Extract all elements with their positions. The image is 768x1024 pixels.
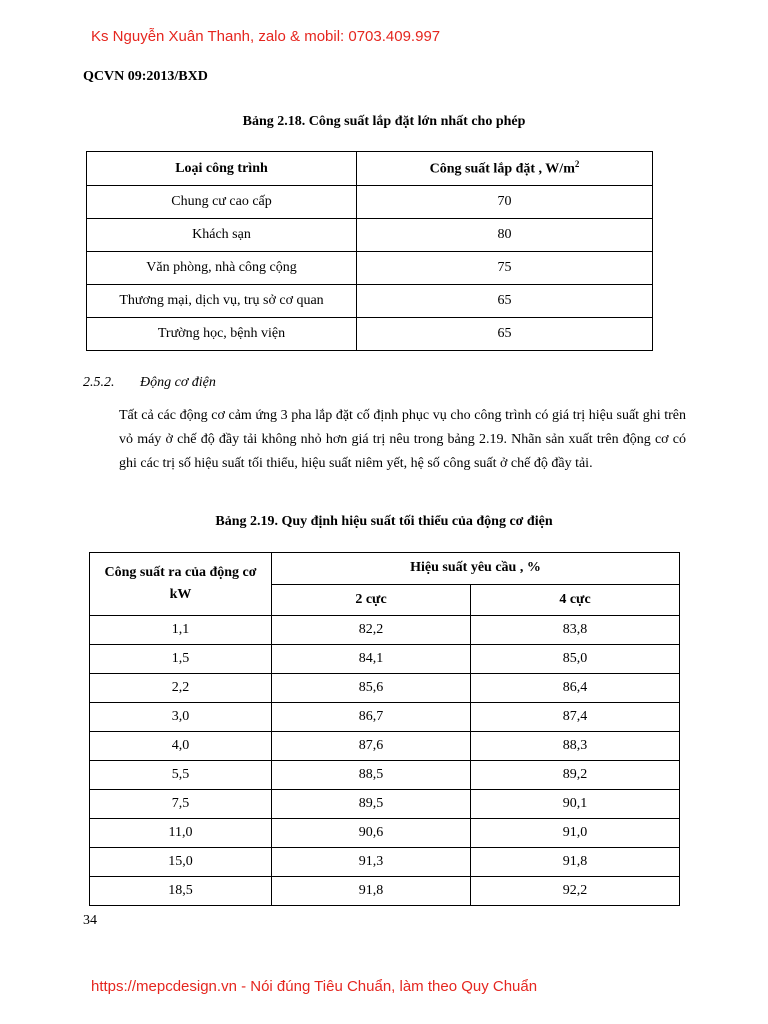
table-row	[90, 616, 680, 645]
page-number: 34	[83, 913, 97, 928]
table-cell: 88,3	[471, 732, 680, 761]
header-2-pole: 2 cực	[272, 584, 471, 616]
footer-website-note: https://mepcdesign.vn - Nói đúng Tiêu Chuẩn, làm theo Quy Chuẩn	[91, 978, 538, 995]
table-row	[90, 761, 680, 790]
table-cell: 82,2	[272, 616, 471, 645]
table-cell: 1,1	[90, 616, 272, 645]
table-cell: Chung cư cao cấp	[87, 186, 357, 219]
table-cell: 91,8	[471, 848, 680, 877]
table-row	[90, 848, 680, 877]
table-cell: 91,3	[272, 848, 471, 877]
table-row	[87, 318, 653, 351]
table-cell: 90,1	[471, 790, 680, 819]
table-row	[90, 645, 680, 674]
header-building-type: Loại công trình	[87, 152, 357, 186]
table-cell: 92,2	[471, 877, 680, 906]
table-cell: Khách sạn	[87, 219, 357, 252]
table-cell: Trường học, bệnh viện	[87, 318, 357, 351]
section-title: Động cơ điện	[140, 375, 216, 390]
table-2-19	[89, 552, 680, 906]
table-row	[87, 186, 653, 219]
table-2-19-caption: Bảng 2.19. Quy định hiệu suất tối thiểu của động cơ điện	[215, 514, 553, 529]
table-row	[90, 703, 680, 732]
table-cell: 80	[357, 219, 653, 252]
table-2-18	[86, 151, 653, 351]
table-row	[90, 790, 680, 819]
table-cell: 2,2	[90, 674, 272, 703]
table-cell: 88,5	[272, 761, 471, 790]
table-cell: 86,4	[471, 674, 680, 703]
table-cell: 89,5	[272, 790, 471, 819]
header-4-pole: 4 cực	[471, 584, 680, 616]
table-cell: 65	[357, 318, 653, 351]
table-cell: 87,4	[471, 703, 680, 732]
table-row	[90, 819, 680, 848]
table-row	[87, 252, 653, 285]
table-cell: 7,5	[90, 790, 272, 819]
table-cell: 85,6	[272, 674, 471, 703]
table-cell: 89,2	[471, 761, 680, 790]
table-cell: 11,0	[90, 819, 272, 848]
table-cell: 15,0	[90, 848, 272, 877]
table-cell: 75	[357, 252, 653, 285]
header-required-efficiency: Hiệu suất yêu cầu , %	[272, 553, 680, 585]
table-cell: 65	[357, 285, 653, 318]
table-cell: 83,8	[471, 616, 680, 645]
table-cell: 18,5	[90, 877, 272, 906]
table-cell: 70	[357, 186, 653, 219]
table-cell: 86,7	[272, 703, 471, 732]
table-cell: 91,8	[272, 877, 471, 906]
table-header-row	[90, 553, 680, 585]
table-cell: 87,6	[272, 732, 471, 761]
header-contact-note: Ks Nguyễn Xuân Thanh, zalo & mobil: 0703.409.997	[91, 28, 441, 45]
section-paragraph: Tất cả các động cơ cảm ứng 3 pha lắp đặt cố định phục vụ cho công trình có giá trị hiệu suất ghi trên vỏ máy ở chế độ đầy tải không nhỏ hơn giá trị nêu trong bảng 2.19. Nhãn sản xuất trên động cơ có ghi các trị số hiệu suất tối thiểu, hiệu suất niêm yết, hệ số công suất ở chế độ đầy tải.	[119, 408, 686, 471]
table-cell: 1,5	[90, 645, 272, 674]
section-heading	[83, 375, 216, 391]
header-motor-output	[90, 553, 272, 616]
table-row	[90, 674, 680, 703]
section-number: 2.5.2.	[83, 375, 115, 390]
table-row	[90, 732, 680, 761]
table-cell: 84,1	[272, 645, 471, 674]
table-cell: 91,0	[471, 819, 680, 848]
table-cell: Thương mại, dịch vụ, trụ sở cơ quan	[87, 285, 357, 318]
table-row	[87, 285, 653, 318]
table-cell: 3,0	[90, 703, 272, 732]
header-installed-power	[357, 152, 653, 186]
table-row	[87, 219, 653, 252]
header-motor-output-line1: Công suất ra của động cơ	[104, 565, 257, 580]
table-2-18-caption: Bảng 2.18. Công suất lắp đặt lớn nhất cho phép	[242, 114, 526, 129]
table-row	[90, 877, 680, 906]
document-code: QCVN 09:2013/BXD	[83, 69, 208, 84]
table-cell: 90,6	[272, 819, 471, 848]
table-cell: 85,0	[471, 645, 680, 674]
header-installed-power-label: Công suất lắp đặt , W/m	[429, 161, 575, 177]
table-cell: Văn phòng, nhà công cộng	[87, 252, 357, 285]
table-cell: 5,5	[90, 761, 272, 790]
header-motor-output-line2: kW	[169, 587, 192, 602]
table-cell: 4,0	[90, 732, 272, 761]
table-header-row	[87, 152, 653, 186]
header-unit-superscript: 2	[574, 159, 580, 170]
